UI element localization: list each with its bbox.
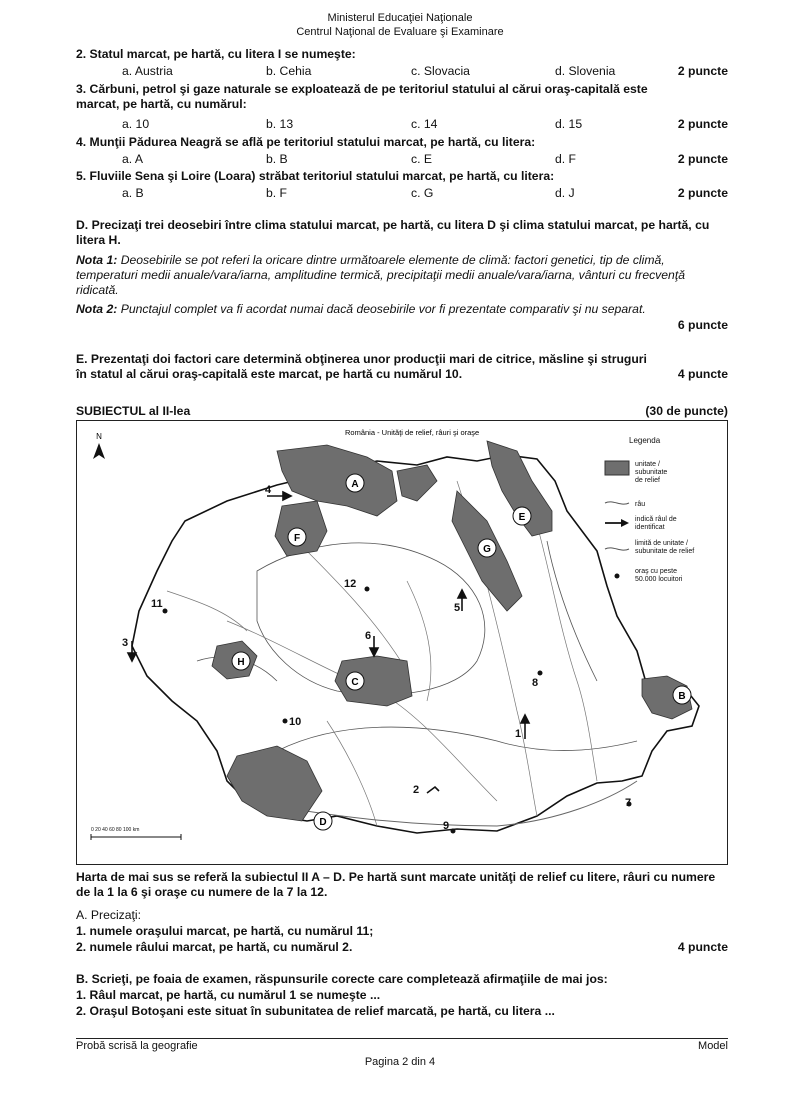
legend-boundary-icon (605, 548, 629, 550)
marker-b: B (678, 691, 686, 702)
option-a: a. 10 (122, 117, 150, 131)
city-10-label: 10 (289, 716, 302, 728)
question-3-line1: 3. Cărbuni, petrol şi gaze naturale se exploatează de pe teritoriul statului al cărui oraş-capitală este (76, 82, 648, 96)
item-a-1: 1. numele oraşului marcat, pe hartă, cu numărul 11; (76, 924, 374, 938)
city-8-label: 8 (532, 677, 539, 689)
footer-right: Model (698, 1040, 728, 1052)
legend-arrow-line1: indică râul de (635, 516, 677, 523)
river-1-label: 1 (515, 728, 522, 740)
item-d-note-2 (76, 302, 728, 317)
city-7-label: 7 (625, 797, 632, 809)
legend-boundary-line1: limită de unitate / (635, 540, 688, 547)
item-b-1: 1. Râul marcat, pe hartă, cu numărul 1 se numeşte ... (76, 988, 381, 1002)
river-4-label: 4 (265, 484, 272, 496)
item-a-2: 2. numele râului marcat, pe hartă, cu numărul 2. (76, 940, 353, 954)
header-ministry: Ministerul Educaţiei Naţionale (327, 12, 473, 24)
note-2-text: Punctajul complet va fi acordat numai dacă deosebirile vor fi prezentate comparativ şi nu separat. (120, 302, 646, 316)
legend-river-icon (605, 502, 629, 504)
item-b-title: B. Scrieţi, pe foaia de examen, răspunsurile corecte care completează afirmaţiile de mai jos: (76, 972, 608, 986)
note-1-label: Nota 1: (76, 253, 118, 267)
river-3-label: 3 (122, 637, 129, 649)
legend-relief-line2: subunitate (635, 469, 668, 476)
option-a: a. B (122, 186, 144, 200)
legend-relief-line3: de relief (635, 477, 660, 484)
marker-a: A (351, 479, 359, 490)
item-e: E. Prezentaţi doi factori care determină obţinerea unor producţii mari de citrice, măsline şi struguri în statul al cărui oraş-capitală este marcat, pe hartă cu numărul 10. (76, 352, 647, 381)
question-4: 4. Munţii Pădurea Neagră se află pe teritoriul statului marcat, pe hartă, cu litera: (76, 135, 536, 149)
item-b-2: 2. Oraşul Botoşani este situat în subunitatea de relief marcată, pe hartă, cu litera ... (76, 1004, 555, 1018)
romania-map (76, 420, 728, 865)
question-2: 2. Statul marcat, pe hartă, cu litera I se numeşte: (76, 47, 356, 61)
points: 2 puncte (677, 64, 728, 78)
item-d: D. Precizaţi trei deosebiri între clima statului marcat, pe hartă, cu litera D şi clima statului marcat, pe hartă, cu litera H. (76, 218, 710, 247)
city-9-label: 9 (443, 820, 450, 832)
city-12-dot (365, 587, 370, 592)
legend-city-icon (615, 574, 620, 579)
question-5: 5. Fluviile Sena şi Loire (Loara) străbat teritoriul statului marcat, pe hartă, cu litera: (76, 169, 555, 183)
option-c: c. 14 (411, 117, 438, 131)
option-d: d. 15 (555, 117, 583, 131)
option-b: b. 13 (266, 117, 294, 131)
note-2-label: Nota 2: (76, 302, 118, 316)
footer-left: Probă scrisă la geografie (76, 1040, 198, 1052)
marker-g: G (483, 544, 491, 555)
marker-h: H (237, 657, 245, 668)
legend-boundary-line2: subunitate de relief (635, 548, 695, 555)
marker-f: F (293, 533, 301, 544)
footer-rule (76, 1038, 728, 1039)
city-11-label: 11 (151, 598, 163, 610)
arrow-head-icon (128, 653, 136, 661)
option-a: a. A (122, 152, 144, 166)
marker-d: D (319, 817, 327, 828)
subject-points: (30 de puncte) (645, 404, 728, 418)
river-5-label: 5 (454, 602, 461, 614)
page-number: Pagina 2 din 4 (364, 1056, 436, 1068)
city-12-label: 12 (344, 578, 357, 590)
question-3-line2: marcat, pe hartă, cu numărul: (76, 97, 247, 111)
map-legend (605, 436, 694, 583)
legend-relief-line1: unitate / (635, 461, 660, 468)
option-b: b. Cehia (266, 64, 312, 78)
river-6-label: 6 (365, 630, 372, 642)
option-c: c. Slovacia (411, 64, 470, 78)
points: 6 puncte (677, 318, 728, 332)
city-8-dot (538, 671, 543, 676)
subject-title: SUBIECTUL al II-lea (76, 404, 191, 418)
marker-e: E (518, 512, 526, 523)
points: 2 puncte (677, 186, 728, 200)
header-center: Centrul Naţional de Evaluare şi Examinare (296, 26, 504, 38)
map-caption: Harta de mai sus se referă la subiectul II A – D. Pe hartă sunt marcate unităţi de relief cu litere, râuri cu numere de la 1 la 6 şi oraşe cu numere de la 7 la 12. (76, 870, 716, 899)
north-arrow-icon (93, 432, 105, 459)
river-2-label: 2 (413, 784, 420, 796)
legend-title: Legenda (629, 436, 661, 445)
item-a-title: A. Precizaţi: (76, 908, 142, 922)
points: 4 puncte (677, 367, 728, 381)
note-1-text: Deosebirile se pot referi la oricare dintre următoarele elemente de climă: factori genetici, tip de climă, temperaturi medii anuale/vara/iarna, amplitudine termică, precipitaţii medii anuale/vara/iarna, vânturi cu frecvenţă ridicată. (76, 253, 686, 297)
points: 4 puncte (677, 940, 728, 954)
option-d: d. F (555, 152, 576, 166)
city-9-dot (451, 829, 456, 834)
scale-bar (91, 827, 181, 840)
item-d-note-1 (76, 253, 728, 298)
legend-arrow-line2: identificat (635, 524, 665, 531)
city-11-dot (163, 609, 168, 614)
points: 2 puncte (677, 117, 728, 131)
marker-c: C (351, 677, 359, 688)
scale-label: 0 20 40 60 80 100 km (91, 827, 140, 833)
option-a: a. Austria (122, 64, 173, 78)
option-c: c. G (411, 186, 434, 200)
option-c: c. E (411, 152, 432, 166)
legend-city-line2: 50.000 locuitori (635, 576, 683, 583)
country-outline (132, 455, 699, 833)
legend-river: râu (635, 501, 646, 508)
option-d: d. J (555, 186, 575, 200)
option-d: d. Slovenia (555, 64, 616, 78)
city-10-dot (283, 719, 288, 724)
option-b: b. B (266, 152, 288, 166)
legend-city-line1: oraş cu peste (635, 568, 678, 575)
option-b: b. F (266, 186, 287, 200)
legend-relief-swatch (605, 461, 629, 475)
map-title: România - Unităţi de relief, râuri şi oraşe (345, 428, 480, 437)
north-label: N (96, 432, 102, 441)
points: 2 puncte (677, 152, 728, 166)
map-drawing (77, 421, 727, 864)
